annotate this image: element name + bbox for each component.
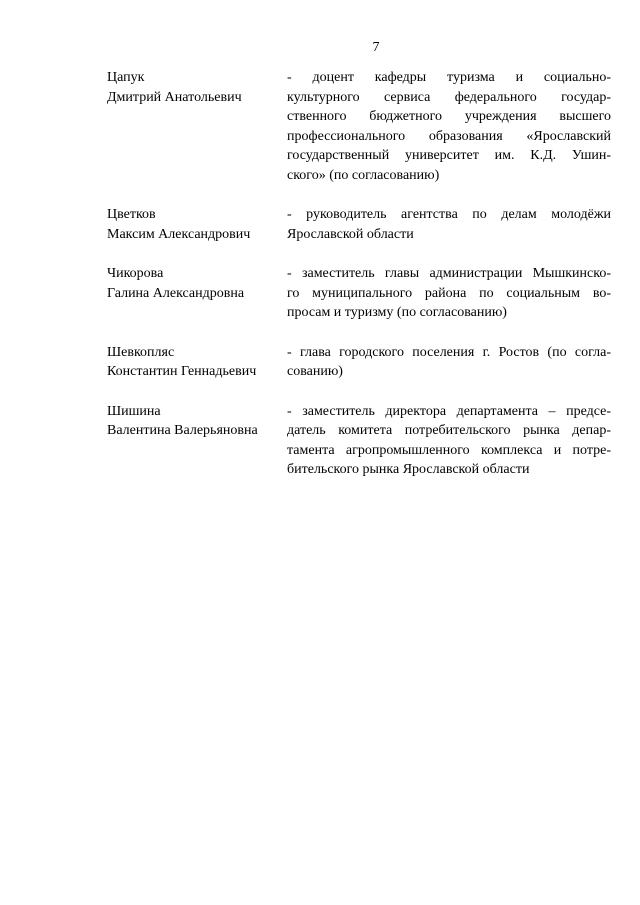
member-entry <box>107 402 611 480</box>
member-surname: Цветков <box>107 207 156 222</box>
member-entry <box>107 68 611 185</box>
role-line: - заместитель главы администрации Мышкинско- <box>287 266 611 281</box>
role-line: Ярославской области <box>287 226 414 242</box>
member-surname: Шевкопляс <box>107 344 175 360</box>
member-name <box>107 68 287 185</box>
role-line: - заместитель директора департамента – предсе- <box>287 403 611 419</box>
role-line: бительского рынка Ярославской области <box>287 462 530 477</box>
role-line: - доцент кафедры туризма и социально- <box>287 70 611 85</box>
role-line: сованию) <box>287 364 343 379</box>
role-line: - руководитель агентства по делам молодёжи <box>287 207 611 222</box>
member-entry <box>107 264 611 323</box>
member-given-names: Валентина Валерьяновна <box>107 423 258 438</box>
member-list <box>107 68 611 480</box>
member-surname: Чикорова <box>107 266 164 281</box>
member-entry <box>107 343 611 382</box>
role-line: ственного бюджетного учреждения высшего <box>287 109 611 124</box>
member-given-names: Константин Геннадьевич <box>107 364 257 379</box>
member-role <box>287 343 611 382</box>
role-line: датель комитета потребительского рынка депар- <box>287 423 611 438</box>
member-name <box>107 343 287 382</box>
member-name <box>107 264 287 323</box>
role-line: - глава городского поселения г. Ростов (по согла- <box>287 344 611 360</box>
role-line: просам и туризму (по согласованию) <box>287 305 507 320</box>
member-role <box>287 68 611 185</box>
member-surname: Цапук <box>107 70 145 85</box>
member-role <box>287 402 611 480</box>
role-line: профессионального образования «Ярославский <box>287 128 611 144</box>
member-name <box>107 205 287 244</box>
member-surname: Шишина <box>107 403 161 419</box>
role-line: тамента агропромышленного комплекса и потре- <box>287 442 611 458</box>
member-given-names: Максим Александрович <box>107 226 251 242</box>
member-role <box>287 264 611 323</box>
role-line: го муниципального района по социальным во- <box>287 285 611 301</box>
role-line: государственный университет им. К.Д. Ушин- <box>287 148 611 163</box>
member-given-names: Дмитрий Анатольевич <box>107 89 242 105</box>
member-entry <box>107 205 611 244</box>
role-line: культурного сервиса федерального государ- <box>287 89 611 105</box>
member-given-names: Галина Александровна <box>107 285 245 301</box>
page-number: 7 <box>372 40 380 55</box>
role-line: ского» (по согласованию) <box>287 167 440 183</box>
member-name <box>107 402 287 480</box>
member-role <box>287 205 611 244</box>
